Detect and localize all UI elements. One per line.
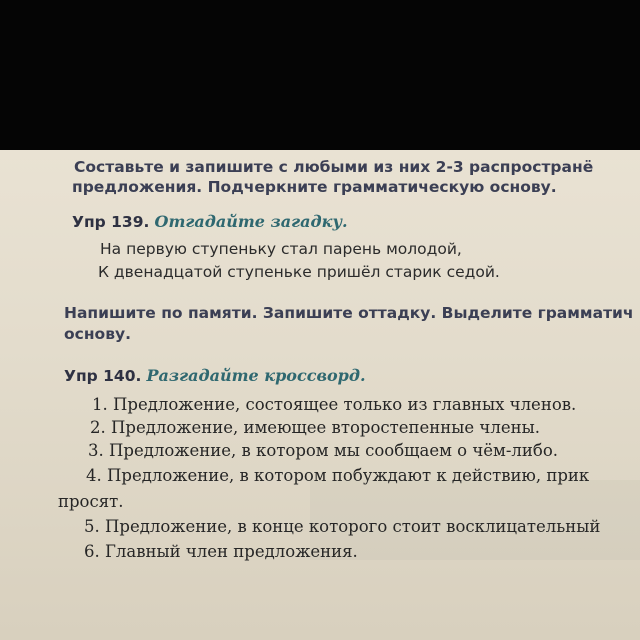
dark-background (0, 0, 640, 150)
textbook-page (0, 150, 640, 640)
memory-task-line-2: основу. (64, 325, 131, 343)
memory-task-line-1: Напишите по памяти. Запишите оттадку. Выделите грамматич (64, 304, 634, 322)
exercise-139-heading (72, 212, 348, 231)
exercise-139-title: Отгадайте загадку. (154, 212, 348, 231)
riddle-line-2: К двенадцатой ступеньке пришёл старик седой. (98, 263, 500, 281)
crossword-clue-4: 4. Предложение, в котором побуждают к действию, прик (86, 466, 590, 485)
exercise-140-title: Разгадайте кроссворд. (146, 366, 366, 385)
intro-task-line-1: Составьте и запишите с любыми из них 2-3 распространё (74, 158, 594, 176)
exercise-139-number: Упр 139. (72, 213, 150, 231)
crossword-clue-2: 2. Предложение, имеющее второстепенные члены. (90, 418, 540, 437)
riddle-line-1: На первую ступеньку стал парень молодой, (100, 240, 462, 258)
exercise-140-heading (64, 366, 366, 385)
intro-task-line-2: предложения. Подчеркните грамматическую основу. (72, 178, 557, 196)
crossword-clue-6: 6. Главный член предложения. (84, 542, 358, 561)
crossword-clue-5: 5. Предложение, в конце которого стоит восклицательный (84, 517, 601, 536)
crossword-clue-1: 1. Предложение, состоящее только из главных членов. (92, 395, 577, 414)
exercise-140-number: Упр 140. (64, 367, 142, 385)
crossword-clue-4-continued: просят. (58, 492, 124, 511)
crossword-clue-3: 3. Предложение, в котором мы сообщаем о чём-либо. (88, 441, 559, 460)
